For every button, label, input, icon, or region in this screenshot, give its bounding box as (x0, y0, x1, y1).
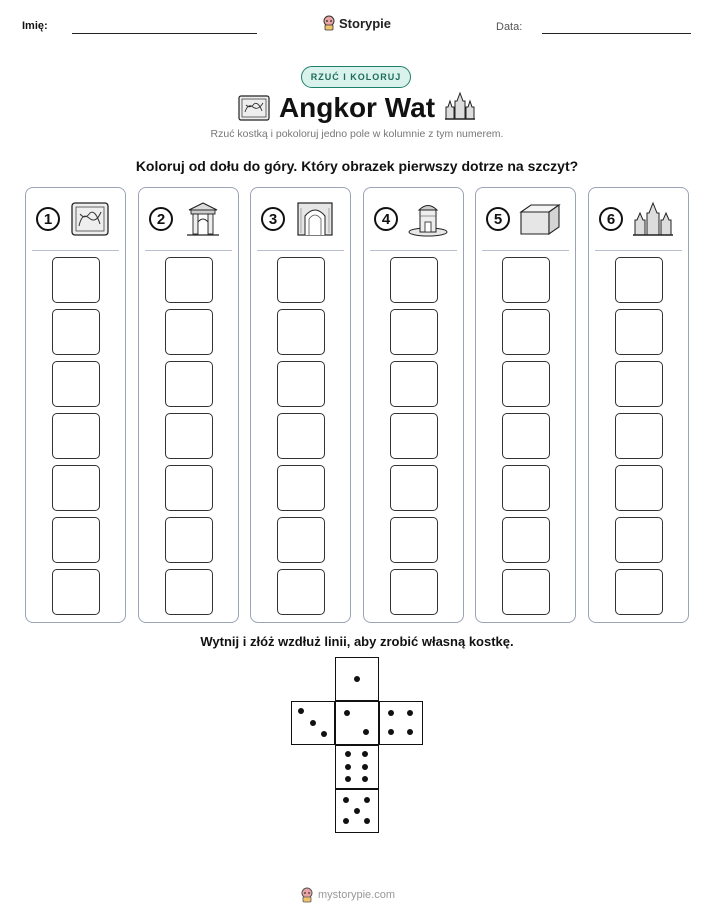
color-cell[interactable] (502, 413, 550, 459)
color-cell[interactable] (277, 361, 325, 407)
column-2 (138, 187, 239, 623)
dice-pip (345, 764, 351, 770)
dice-pip (345, 751, 351, 757)
column-5 (475, 187, 576, 623)
dice-pip (407, 729, 413, 735)
column-number: 3 (261, 207, 285, 231)
color-cell[interactable] (615, 257, 663, 303)
color-cell[interactable] (390, 413, 438, 459)
column-divider (595, 250, 682, 251)
color-cell[interactable] (52, 413, 100, 459)
color-cell[interactable] (615, 465, 663, 511)
dice-face-3 (291, 701, 335, 745)
activity-badge: RZUĆ I KOLORUJ (301, 66, 411, 88)
dice-face-6 (335, 745, 379, 789)
color-cell[interactable] (615, 517, 663, 563)
dice-pip (407, 710, 413, 716)
color-cell[interactable] (615, 413, 663, 459)
column-4 (363, 187, 464, 623)
color-cell[interactable] (52, 569, 100, 615)
color-cell[interactable] (52, 465, 100, 511)
color-cell[interactable] (165, 309, 213, 355)
dice-face-1 (335, 657, 379, 701)
color-cell[interactable] (165, 465, 213, 511)
date-label: Data: (496, 21, 523, 33)
dice-pip (343, 818, 349, 824)
dice-pip (354, 808, 360, 814)
date-line[interactable] (542, 33, 691, 34)
column-number: 6 (599, 207, 623, 231)
column-number: 5 (486, 207, 510, 231)
color-cell[interactable] (502, 569, 550, 615)
color-cell[interactable] (277, 517, 325, 563)
column-number: 1 (36, 207, 60, 231)
column-divider (32, 250, 119, 251)
dice-pip (345, 776, 351, 782)
game-instruction: Koloruj od dołu do góry. Który obrazek pierwszy dotrze na szczyt? (135, 158, 579, 174)
dice-pip (363, 729, 369, 735)
stone-corridor-icon (293, 200, 337, 238)
color-cell[interactable] (390, 569, 438, 615)
color-cell[interactable] (52, 517, 100, 563)
dice-face-5 (335, 789, 379, 833)
storypie-mascot-icon (322, 15, 336, 31)
column-3 (250, 187, 351, 623)
color-cell[interactable] (165, 517, 213, 563)
color-cell[interactable] (390, 361, 438, 407)
temple-gate-icon (181, 200, 225, 238)
dice-pip (388, 710, 394, 716)
color-cell[interactable] (390, 517, 438, 563)
dice-pip (362, 751, 368, 757)
name-label: Imię: (22, 20, 48, 32)
color-cell[interactable] (502, 309, 550, 355)
column-number: 2 (149, 207, 173, 231)
column-divider (257, 250, 344, 251)
color-cell[interactable] (277, 569, 325, 615)
dice-pip (298, 708, 304, 714)
color-cell[interactable] (502, 517, 550, 563)
color-cell[interactable] (615, 309, 663, 355)
dice-face-4 (379, 701, 423, 745)
stone-block-icon (518, 200, 562, 238)
dice-pip (362, 764, 368, 770)
dice-pip (364, 797, 370, 803)
color-cell[interactable] (502, 257, 550, 303)
footer (300, 884, 414, 906)
color-cell[interactable] (165, 361, 213, 407)
footer-url[interactable]: mystorypie.com (318, 889, 396, 901)
color-cell[interactable] (277, 465, 325, 511)
column-divider (482, 250, 569, 251)
angkor-towers-icon (444, 91, 476, 121)
column-1 (25, 187, 126, 623)
round-tower-island-icon (406, 200, 450, 238)
color-cell[interactable] (52, 309, 100, 355)
dice-pip (343, 797, 349, 803)
column-number: 4 (374, 207, 398, 231)
column-divider (145, 250, 232, 251)
color-cell[interactable] (165, 257, 213, 303)
color-cell[interactable] (165, 569, 213, 615)
column-divider (370, 250, 457, 251)
column-6 (588, 187, 689, 623)
dice-pip (362, 776, 368, 782)
color-cell[interactable] (502, 465, 550, 511)
color-cell[interactable] (277, 413, 325, 459)
color-cell[interactable] (615, 361, 663, 407)
color-cell[interactable] (615, 569, 663, 615)
dice-pip (364, 818, 370, 824)
page-subtitle: Rzuć kostką i pokoloruj jedno pole w kolumnie z tym numerem. (210, 128, 504, 140)
angkor-towers-icon (631, 200, 675, 238)
carved-stone-relief-icon (68, 200, 112, 238)
color-cell[interactable] (277, 309, 325, 355)
color-cell[interactable] (277, 257, 325, 303)
color-cell[interactable] (52, 257, 100, 303)
brand-logo (322, 12, 402, 34)
brand-name: Storypie (339, 15, 392, 31)
dice-pip (354, 676, 360, 682)
dice-pip (310, 720, 316, 726)
cut-instruction: Wytnij i złóż wzdłuż linii, aby zrobić własną kostkę. (200, 634, 514, 649)
dice-face-2 (335, 701, 379, 745)
dice-pip (321, 731, 327, 737)
page-title: Angkor Wat (278, 92, 436, 123)
dice-pip (388, 729, 394, 735)
dice-pip (344, 710, 350, 716)
color-cell[interactable] (165, 413, 213, 459)
color-cell[interactable] (390, 465, 438, 511)
color-cell[interactable] (390, 257, 438, 303)
storypie-mascot-icon (300, 887, 314, 903)
color-cell[interactable] (52, 361, 100, 407)
color-cell[interactable] (390, 309, 438, 355)
color-cell[interactable] (502, 361, 550, 407)
name-line[interactable] (72, 33, 257, 34)
